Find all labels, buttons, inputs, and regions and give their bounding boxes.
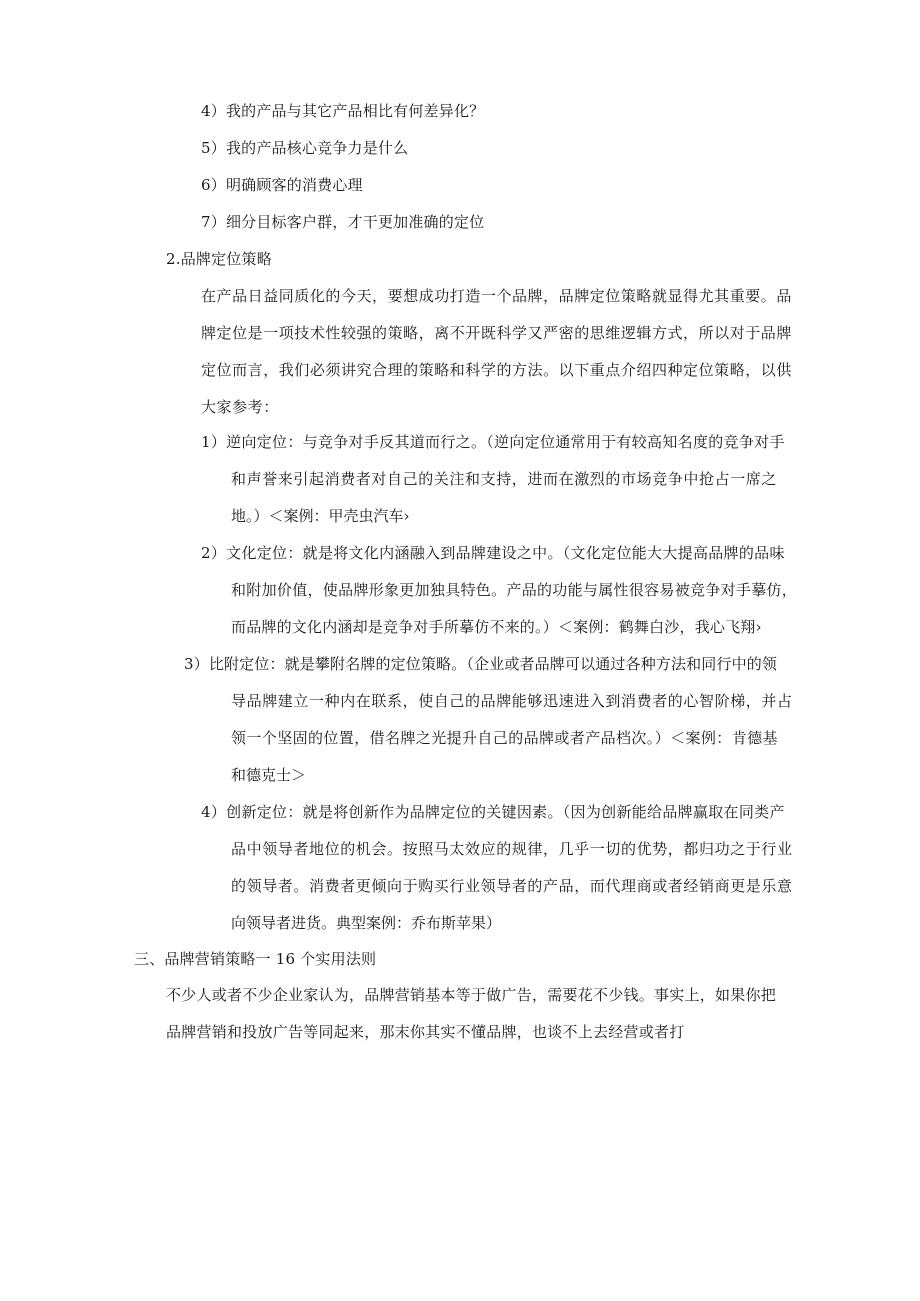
strategy-1-line-1: 1）逆向定位：与竞争对手反其道而行之。（逆向定位通常用于有较高知名度的竞争对手 bbox=[201, 433, 785, 451]
section-heading-marketing-rules: 三、品牌营销策略一 16 个实用法则 bbox=[134, 950, 377, 968]
strategy-3-line-1: 3）比附定位：就是攀附名牌的定位策略。（企业或者品牌可以通过各种方法和同行中的领 bbox=[184, 655, 778, 673]
strategy-1-line-2: 和声誉来引起消费者对自己的关注和支持，进而在激烈的市场竞争中抢占一席之 bbox=[231, 470, 778, 488]
intro-line-1: 在产品日益同质化的今天，要想成功打造一个品牌，品牌定位策略就显得尤其重要。品 bbox=[201, 287, 792, 305]
intro-line-4: 大家参考： bbox=[201, 398, 279, 416]
section-heading-brand-positioning: 2.品牌定位策略 bbox=[166, 250, 272, 268]
list-item-6: 6）明确顾客的消费心理 bbox=[201, 176, 363, 194]
strategy-4-line-3: 的领导者。消费者更倾向于购买行业领导者的产品，而代理商或者经销商更是乐意 bbox=[231, 877, 793, 895]
strategy-2-line-2: 和附加价值，使品牌形象更加独具特色。产品的功能与属性很容易被竞争对手摹仿， bbox=[231, 581, 798, 599]
list-item-5: 5）我的产品核心竞争力是什么 bbox=[201, 139, 409, 157]
strategy-4-line-2: 品中领导者地位的机会。按照马太效应的规律，几乎一切的优势，都归功之于行业 bbox=[231, 840, 793, 858]
strategy-3-line-2: 导品牌建立一种内在联系，使自己的品牌能够迅速进入到消费者的心智阶梯，并占 bbox=[231, 692, 793, 710]
section3-body-line-2: 品牌营销和投放广告等同起来，那末你其实不懂品牌，也谈不上去经营或者打 bbox=[166, 1023, 685, 1041]
intro-line-2: 牌定位是一项技术性较强的策略，离不开既科学又严密的思维逻辑方式，所以对于品牌 bbox=[201, 324, 792, 342]
strategy-4-line-1: 4）创新定位：就是将创新作为品牌定位的关键因素。（因为创新能给品牌赢取在同类产 bbox=[201, 803, 785, 821]
strategy-4-line-4: 向领导者进货。典型案例：乔布斯苹果） bbox=[231, 914, 502, 932]
list-item-4: 4）我的产品与其它产品相比有何差异化？ bbox=[201, 102, 485, 120]
section3-body-line-1: 不少人或者不少企业家认为，品牌营销基本等于做广告，需要花不少钱。事实上，如果你把 bbox=[166, 986, 777, 1004]
strategy-2-line-3: 而品牌的文化内涵却是竞争对手所摹仿不来的。）＜案例：鹤舞白沙，我心飞翔› bbox=[231, 618, 762, 636]
strategy-1-line-3: 地。）＜案例：甲壳虫汽车› bbox=[231, 507, 410, 525]
list-item-7: 7）细分目标客户群，才干更加准确的定位 bbox=[201, 213, 485, 231]
intro-line-3: 定位而言，我们必须讲究合理的策略和科学的方法。以下重点介绍四种定位策略，以供 bbox=[201, 361, 792, 379]
strategy-2-line-1: 2）文化定位：就是将文化内涵融入到品牌建设之中。（文化定位能大大提高品牌的品味 bbox=[201, 544, 785, 562]
strategy-3-line-4: 和德克士＞ bbox=[231, 766, 307, 784]
strategy-3-line-3: 领一个坚固的位置，借名牌之光提升自己的品牌或者产品档次。）＜案例：肯德基 bbox=[231, 729, 778, 747]
